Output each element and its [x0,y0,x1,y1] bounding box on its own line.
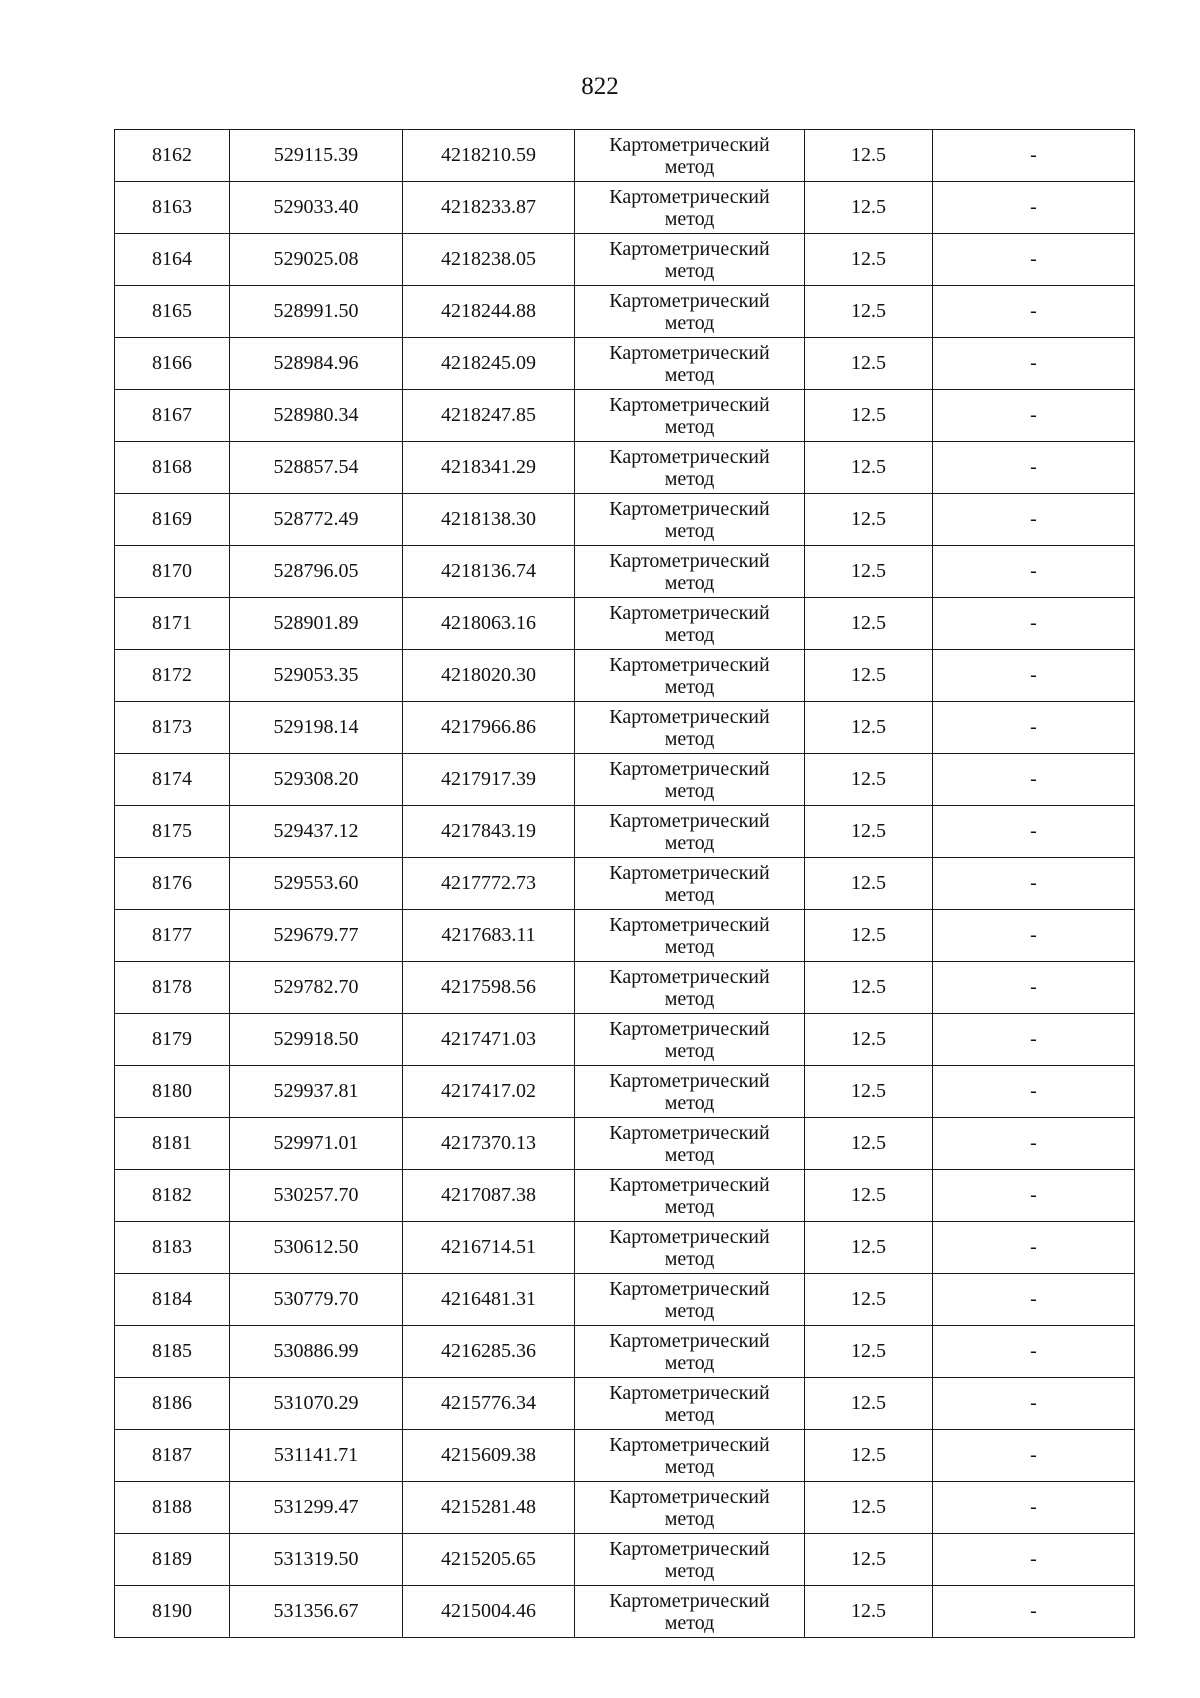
method-line2: метод [664,1247,715,1270]
x-coordinate-cell: 529553.60 [230,858,403,910]
method-cell [575,702,805,754]
method-line2: метод [664,1507,715,1530]
method-line1: Картометрический [609,289,770,312]
note-cell: - [933,1378,1135,1430]
method-line1: Картометрический [609,1121,770,1144]
x-coordinate-cell: 528901.89 [230,598,403,650]
point-number-cell: 8183 [115,1222,230,1274]
method-line2: метод [664,987,715,1010]
method-cell [575,286,805,338]
x-coordinate-cell: 529679.77 [230,910,403,962]
note-cell: - [933,962,1135,1014]
method-cell [575,338,805,390]
method-cell [575,754,805,806]
note-cell: - [933,286,1135,338]
accuracy-cell: 12.5 [805,1326,933,1378]
table-row [115,910,1135,962]
point-number-cell: 8189 [115,1534,230,1586]
note-cell: - [933,858,1135,910]
x-coordinate-cell: 529033.40 [230,182,403,234]
note-cell: - [933,598,1135,650]
note-cell: - [933,910,1135,962]
accuracy-cell: 12.5 [805,1586,933,1638]
method-line2: метод [664,1299,715,1322]
method-cell [575,442,805,494]
table-row [115,338,1135,390]
point-number-cell: 8165 [115,286,230,338]
point-number-cell: 8171 [115,598,230,650]
table-row [115,754,1135,806]
accuracy-cell: 12.5 [805,1066,933,1118]
accuracy-cell: 12.5 [805,338,933,390]
x-coordinate-cell: 528991.50 [230,286,403,338]
method-cell [575,910,805,962]
method-cell [575,1378,805,1430]
accuracy-cell: 12.5 [805,650,933,702]
y-coordinate-cell: 4218233.87 [403,182,575,234]
method-line2: метод [664,363,715,386]
x-coordinate-cell: 528857.54 [230,442,403,494]
x-coordinate-cell: 528984.96 [230,338,403,390]
method-line2: метод [664,1351,715,1374]
method-line1: Картометрический [609,861,770,884]
method-line2: метод [664,779,715,802]
table-row [115,1326,1135,1378]
x-coordinate-cell: 529937.81 [230,1066,403,1118]
point-number-cell: 8176 [115,858,230,910]
table-row [115,390,1135,442]
point-number-cell: 8178 [115,962,230,1014]
table-row [115,234,1135,286]
x-coordinate-cell: 531141.71 [230,1430,403,1482]
method-line2: метод [664,467,715,490]
accuracy-cell: 12.5 [805,390,933,442]
method-line2: метод [664,1195,715,1218]
note-cell: - [933,702,1135,754]
method-line2: метод [664,571,715,594]
method-cell [575,1014,805,1066]
note-cell: - [933,234,1135,286]
method-cell [575,182,805,234]
method-line1: Картометрический [609,1277,770,1300]
table-row [115,1222,1135,1274]
x-coordinate-cell: 529115.39 [230,130,403,182]
x-coordinate-cell: 530779.70 [230,1274,403,1326]
note-cell: - [933,182,1135,234]
point-number-cell: 8190 [115,1586,230,1638]
x-coordinate-cell: 528772.49 [230,494,403,546]
note-cell: - [933,1534,1135,1586]
method-line1: Картометрический [609,1173,770,1196]
y-coordinate-cell: 4216481.31 [403,1274,575,1326]
method-cell [575,1118,805,1170]
method-line1: Картометрический [609,237,770,260]
method-line1: Картометрический [609,1381,770,1404]
method-line2: метод [664,935,715,958]
table-row [115,806,1135,858]
accuracy-cell: 12.5 [805,598,933,650]
y-coordinate-cell: 4218247.85 [403,390,575,442]
point-number-cell: 8169 [115,494,230,546]
page-number: 822 [581,73,619,100]
accuracy-cell: 12.5 [805,1482,933,1534]
table-row [115,130,1135,182]
method-line1: Картометрический [609,341,770,364]
method-line1: Картометрический [609,1069,770,1092]
y-coordinate-cell: 4218020.30 [403,650,575,702]
table-row [115,1274,1135,1326]
table-row [115,1014,1135,1066]
note-cell: - [933,1170,1135,1222]
method-cell [575,1586,805,1638]
table-row [115,1482,1135,1534]
method-line2: метод [664,1611,715,1634]
note-cell: - [933,546,1135,598]
point-number-cell: 8167 [115,390,230,442]
y-coordinate-cell: 4215776.34 [403,1378,575,1430]
table-row [115,1430,1135,1482]
method-line1: Картометрический [609,809,770,832]
method-cell [575,650,805,702]
method-cell [575,546,805,598]
y-coordinate-cell: 4217683.11 [403,910,575,962]
method-line2: метод [664,727,715,750]
accuracy-cell: 12.5 [805,494,933,546]
method-line1: Картометрический [609,653,770,676]
point-number-cell: 8184 [115,1274,230,1326]
table-row [115,650,1135,702]
note-cell: - [933,130,1135,182]
method-line1: Картометрический [609,913,770,936]
method-cell [575,234,805,286]
point-number-cell: 8170 [115,546,230,598]
point-number-cell: 8163 [115,182,230,234]
x-coordinate-cell: 531319.50 [230,1534,403,1586]
note-cell: - [933,1430,1135,1482]
table-row [115,1586,1135,1638]
accuracy-cell: 12.5 [805,546,933,598]
method-line1: Картометрический [609,445,770,468]
x-coordinate-cell: 528796.05 [230,546,403,598]
point-number-cell: 8172 [115,650,230,702]
x-coordinate-cell: 529971.01 [230,1118,403,1170]
method-line1: Картометрический [609,965,770,988]
note-cell: - [933,1326,1135,1378]
table-row [115,1118,1135,1170]
method-cell [575,494,805,546]
y-coordinate-cell: 4215004.46 [403,1586,575,1638]
accuracy-cell: 12.5 [805,1430,933,1482]
table-row [115,598,1135,650]
method-line1: Картометрический [609,1433,770,1456]
method-line2: метод [664,1403,715,1426]
point-number-cell: 8164 [115,234,230,286]
y-coordinate-cell: 4218341.29 [403,442,575,494]
method-line2: метод [664,831,715,854]
accuracy-cell: 12.5 [805,962,933,1014]
method-line1: Картометрический [609,497,770,520]
method-line1: Картометрический [609,1329,770,1352]
method-line2: метод [664,519,715,542]
method-line2: метод [664,675,715,698]
point-number-cell: 8175 [115,806,230,858]
method-line2: метод [664,1091,715,1114]
y-coordinate-cell: 4218244.88 [403,286,575,338]
y-coordinate-cell: 4217417.02 [403,1066,575,1118]
x-coordinate-cell: 529308.20 [230,754,403,806]
point-number-cell: 8185 [115,1326,230,1378]
accuracy-cell: 12.5 [805,182,933,234]
point-number-cell: 8188 [115,1482,230,1534]
table-row [115,442,1135,494]
method-cell [575,1274,805,1326]
method-line2: метод [664,1039,715,1062]
y-coordinate-cell: 4218136.74 [403,546,575,598]
y-coordinate-cell: 4217772.73 [403,858,575,910]
x-coordinate-cell: 529918.50 [230,1014,403,1066]
table-row [115,182,1135,234]
method-line2: метод [664,155,715,178]
y-coordinate-cell: 4218238.05 [403,234,575,286]
y-coordinate-cell: 4217471.03 [403,1014,575,1066]
point-number-cell: 8179 [115,1014,230,1066]
note-cell: - [933,338,1135,390]
note-cell: - [933,494,1135,546]
point-number-cell: 8174 [115,754,230,806]
accuracy-cell: 12.5 [805,1118,933,1170]
method-line2: метод [664,883,715,906]
y-coordinate-cell: 4217370.13 [403,1118,575,1170]
accuracy-cell: 12.5 [805,858,933,910]
method-line1: Картометрический [609,185,770,208]
method-cell [575,1430,805,1482]
method-cell [575,390,805,442]
method-line1: Картометрический [609,1017,770,1040]
y-coordinate-cell: 4217966.86 [403,702,575,754]
point-number-cell: 8180 [115,1066,230,1118]
y-coordinate-cell: 4218210.59 [403,130,575,182]
accuracy-cell: 12.5 [805,910,933,962]
method-cell [575,1534,805,1586]
method-line2: метод [664,311,715,334]
method-line1: Картометрический [609,1537,770,1560]
table-row [115,1066,1135,1118]
y-coordinate-cell: 4215281.48 [403,1482,575,1534]
method-line2: метод [664,623,715,646]
method-line2: метод [664,1559,715,1582]
method-cell [575,1222,805,1274]
point-number-cell: 8162 [115,130,230,182]
accuracy-cell: 12.5 [805,130,933,182]
y-coordinate-cell: 4217917.39 [403,754,575,806]
method-cell [575,806,805,858]
x-coordinate-cell: 531299.47 [230,1482,403,1534]
table-row [115,1534,1135,1586]
accuracy-cell: 12.5 [805,1534,933,1586]
x-coordinate-cell: 530257.70 [230,1170,403,1222]
accuracy-cell: 12.5 [805,1222,933,1274]
method-cell [575,130,805,182]
note-cell: - [933,1482,1135,1534]
x-coordinate-cell: 529053.35 [230,650,403,702]
method-line1: Картометрический [609,133,770,156]
note-cell: - [933,442,1135,494]
note-cell: - [933,1586,1135,1638]
note-cell: - [933,650,1135,702]
method-line1: Картометрический [609,393,770,416]
note-cell: - [933,1118,1135,1170]
method-line2: метод [664,1143,715,1166]
x-coordinate-cell: 531356.67 [230,1586,403,1638]
note-cell: - [933,390,1135,442]
x-coordinate-cell: 529198.14 [230,702,403,754]
method-line2: метод [664,207,715,230]
point-number-cell: 8177 [115,910,230,962]
table-row [115,286,1135,338]
y-coordinate-cell: 4217598.56 [403,962,575,1014]
accuracy-cell: 12.5 [805,286,933,338]
y-coordinate-cell: 4218063.16 [403,598,575,650]
note-cell: - [933,1014,1135,1066]
accuracy-cell: 12.5 [805,806,933,858]
table-row [115,1378,1135,1430]
x-coordinate-cell: 529782.70 [230,962,403,1014]
y-coordinate-cell: 4215205.65 [403,1534,575,1586]
table-row [115,702,1135,754]
y-coordinate-cell: 4217087.38 [403,1170,575,1222]
accuracy-cell: 12.5 [805,702,933,754]
method-line1: Картометрический [609,705,770,728]
coordinates-table-body [115,130,1135,1638]
accuracy-cell: 12.5 [805,234,933,286]
coordinates-table [114,129,1135,1638]
point-number-cell: 8186 [115,1378,230,1430]
y-coordinate-cell: 4217843.19 [403,806,575,858]
method-cell [575,1482,805,1534]
point-number-cell: 8173 [115,702,230,754]
method-cell [575,962,805,1014]
x-coordinate-cell: 531070.29 [230,1378,403,1430]
point-number-cell: 8168 [115,442,230,494]
method-cell [575,858,805,910]
x-coordinate-cell: 529437.12 [230,806,403,858]
point-number-cell: 8187 [115,1430,230,1482]
method-line1: Картометрический [609,549,770,572]
method-line2: метод [664,1455,715,1478]
accuracy-cell: 12.5 [805,1014,933,1066]
accuracy-cell: 12.5 [805,1274,933,1326]
y-coordinate-cell: 4218138.30 [403,494,575,546]
table-row [115,494,1135,546]
x-coordinate-cell: 528980.34 [230,390,403,442]
note-cell: - [933,806,1135,858]
method-line1: Картометрический [609,601,770,624]
y-coordinate-cell: 4216714.51 [403,1222,575,1274]
y-coordinate-cell: 4216285.36 [403,1326,575,1378]
method-cell [575,1326,805,1378]
table-row [115,1170,1135,1222]
note-cell: - [933,754,1135,806]
x-coordinate-cell: 529025.08 [230,234,403,286]
method-line1: Картометрический [609,1225,770,1248]
method-line2: метод [664,415,715,438]
y-coordinate-cell: 4218245.09 [403,338,575,390]
accuracy-cell: 12.5 [805,754,933,806]
method-line2: метод [664,259,715,282]
note-cell: - [933,1274,1135,1326]
note-cell: - [933,1066,1135,1118]
point-number-cell: 8182 [115,1170,230,1222]
point-number-cell: 8181 [115,1118,230,1170]
method-cell [575,1066,805,1118]
method-cell [575,1170,805,1222]
table-row [115,962,1135,1014]
method-line1: Картометрический [609,1589,770,1612]
method-cell [575,598,805,650]
accuracy-cell: 12.5 [805,442,933,494]
point-number-cell: 8166 [115,338,230,390]
table-row [115,546,1135,598]
method-line1: Картометрический [609,757,770,780]
x-coordinate-cell: 530886.99 [230,1326,403,1378]
y-coordinate-cell: 4215609.38 [403,1430,575,1482]
table-row [115,858,1135,910]
accuracy-cell: 12.5 [805,1378,933,1430]
note-cell: - [933,1222,1135,1274]
accuracy-cell: 12.5 [805,1170,933,1222]
x-coordinate-cell: 530612.50 [230,1222,403,1274]
method-line1: Картометрический [609,1485,770,1508]
